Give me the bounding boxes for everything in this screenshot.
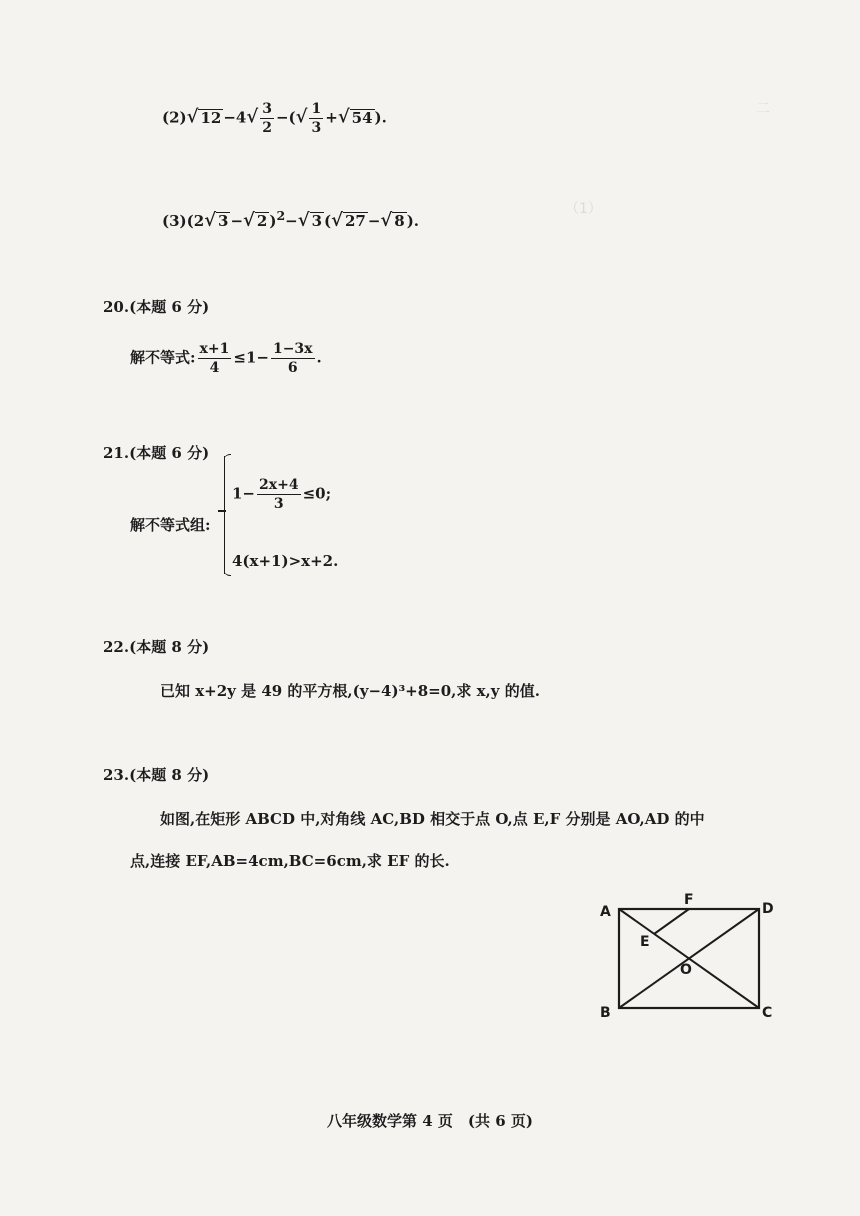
q23-line2: 点,连接 EF,AB=4cm,BC=6cm,求 EF 的长. [130,852,450,870]
q22-text: 已知 x+2y 是 49 的平方根,(y−4)³+8=0,求 x,y 的值. [160,682,540,700]
label-c: C [762,1005,773,1021]
q21-header: 21.(本题 6 分) [103,444,210,462]
bleed-through-text: 二 [756,101,770,117]
q20-inequality: 解不等式: $\frac{x+1}{4}$ ≤1− $\frac{1-3x}{6}$ . [130,341,322,376]
label-f: F [684,892,694,908]
label-d: D [762,901,774,917]
q22-header: 22.(本题 8 分) [103,638,210,656]
q20-header: 20.(本题 6 分) [103,298,210,316]
label-b: B [600,1005,611,1021]
q23-header: 23.(本题 8 分) [103,766,210,784]
segment-ef [654,909,689,934]
q19-part3: (3)(2√ 3 −√ 2 )$^2$−√ 3 (√ 27 −√ 8 ). [162,208,420,231]
q21-line1: 1− $\frac{2x+4}{3}$ ≤0; [232,477,332,512]
q23-line1: 如图,在矩形 ABCD 中,对角线 AC,BD 相交于点 O,点 E,F 分别是 AO,AD 的中 [160,810,705,828]
q19-part2: (2)√ 12 −4√ $\frac{3}{2}$ −(√ $\frac{1}{3}$ +√ 54 ). [162,101,387,136]
q21-line2: 4(x+1)>x+2. [232,552,339,570]
label-a: A [600,904,611,920]
page-footer: 八年级数学第 4 页 (共 6 页) [327,1112,533,1130]
bleed-through-text: （1） [565,201,602,217]
label-e: E [640,934,650,950]
q21-prefix: 解不等式组: [130,516,211,534]
label-o: O [680,962,692,978]
